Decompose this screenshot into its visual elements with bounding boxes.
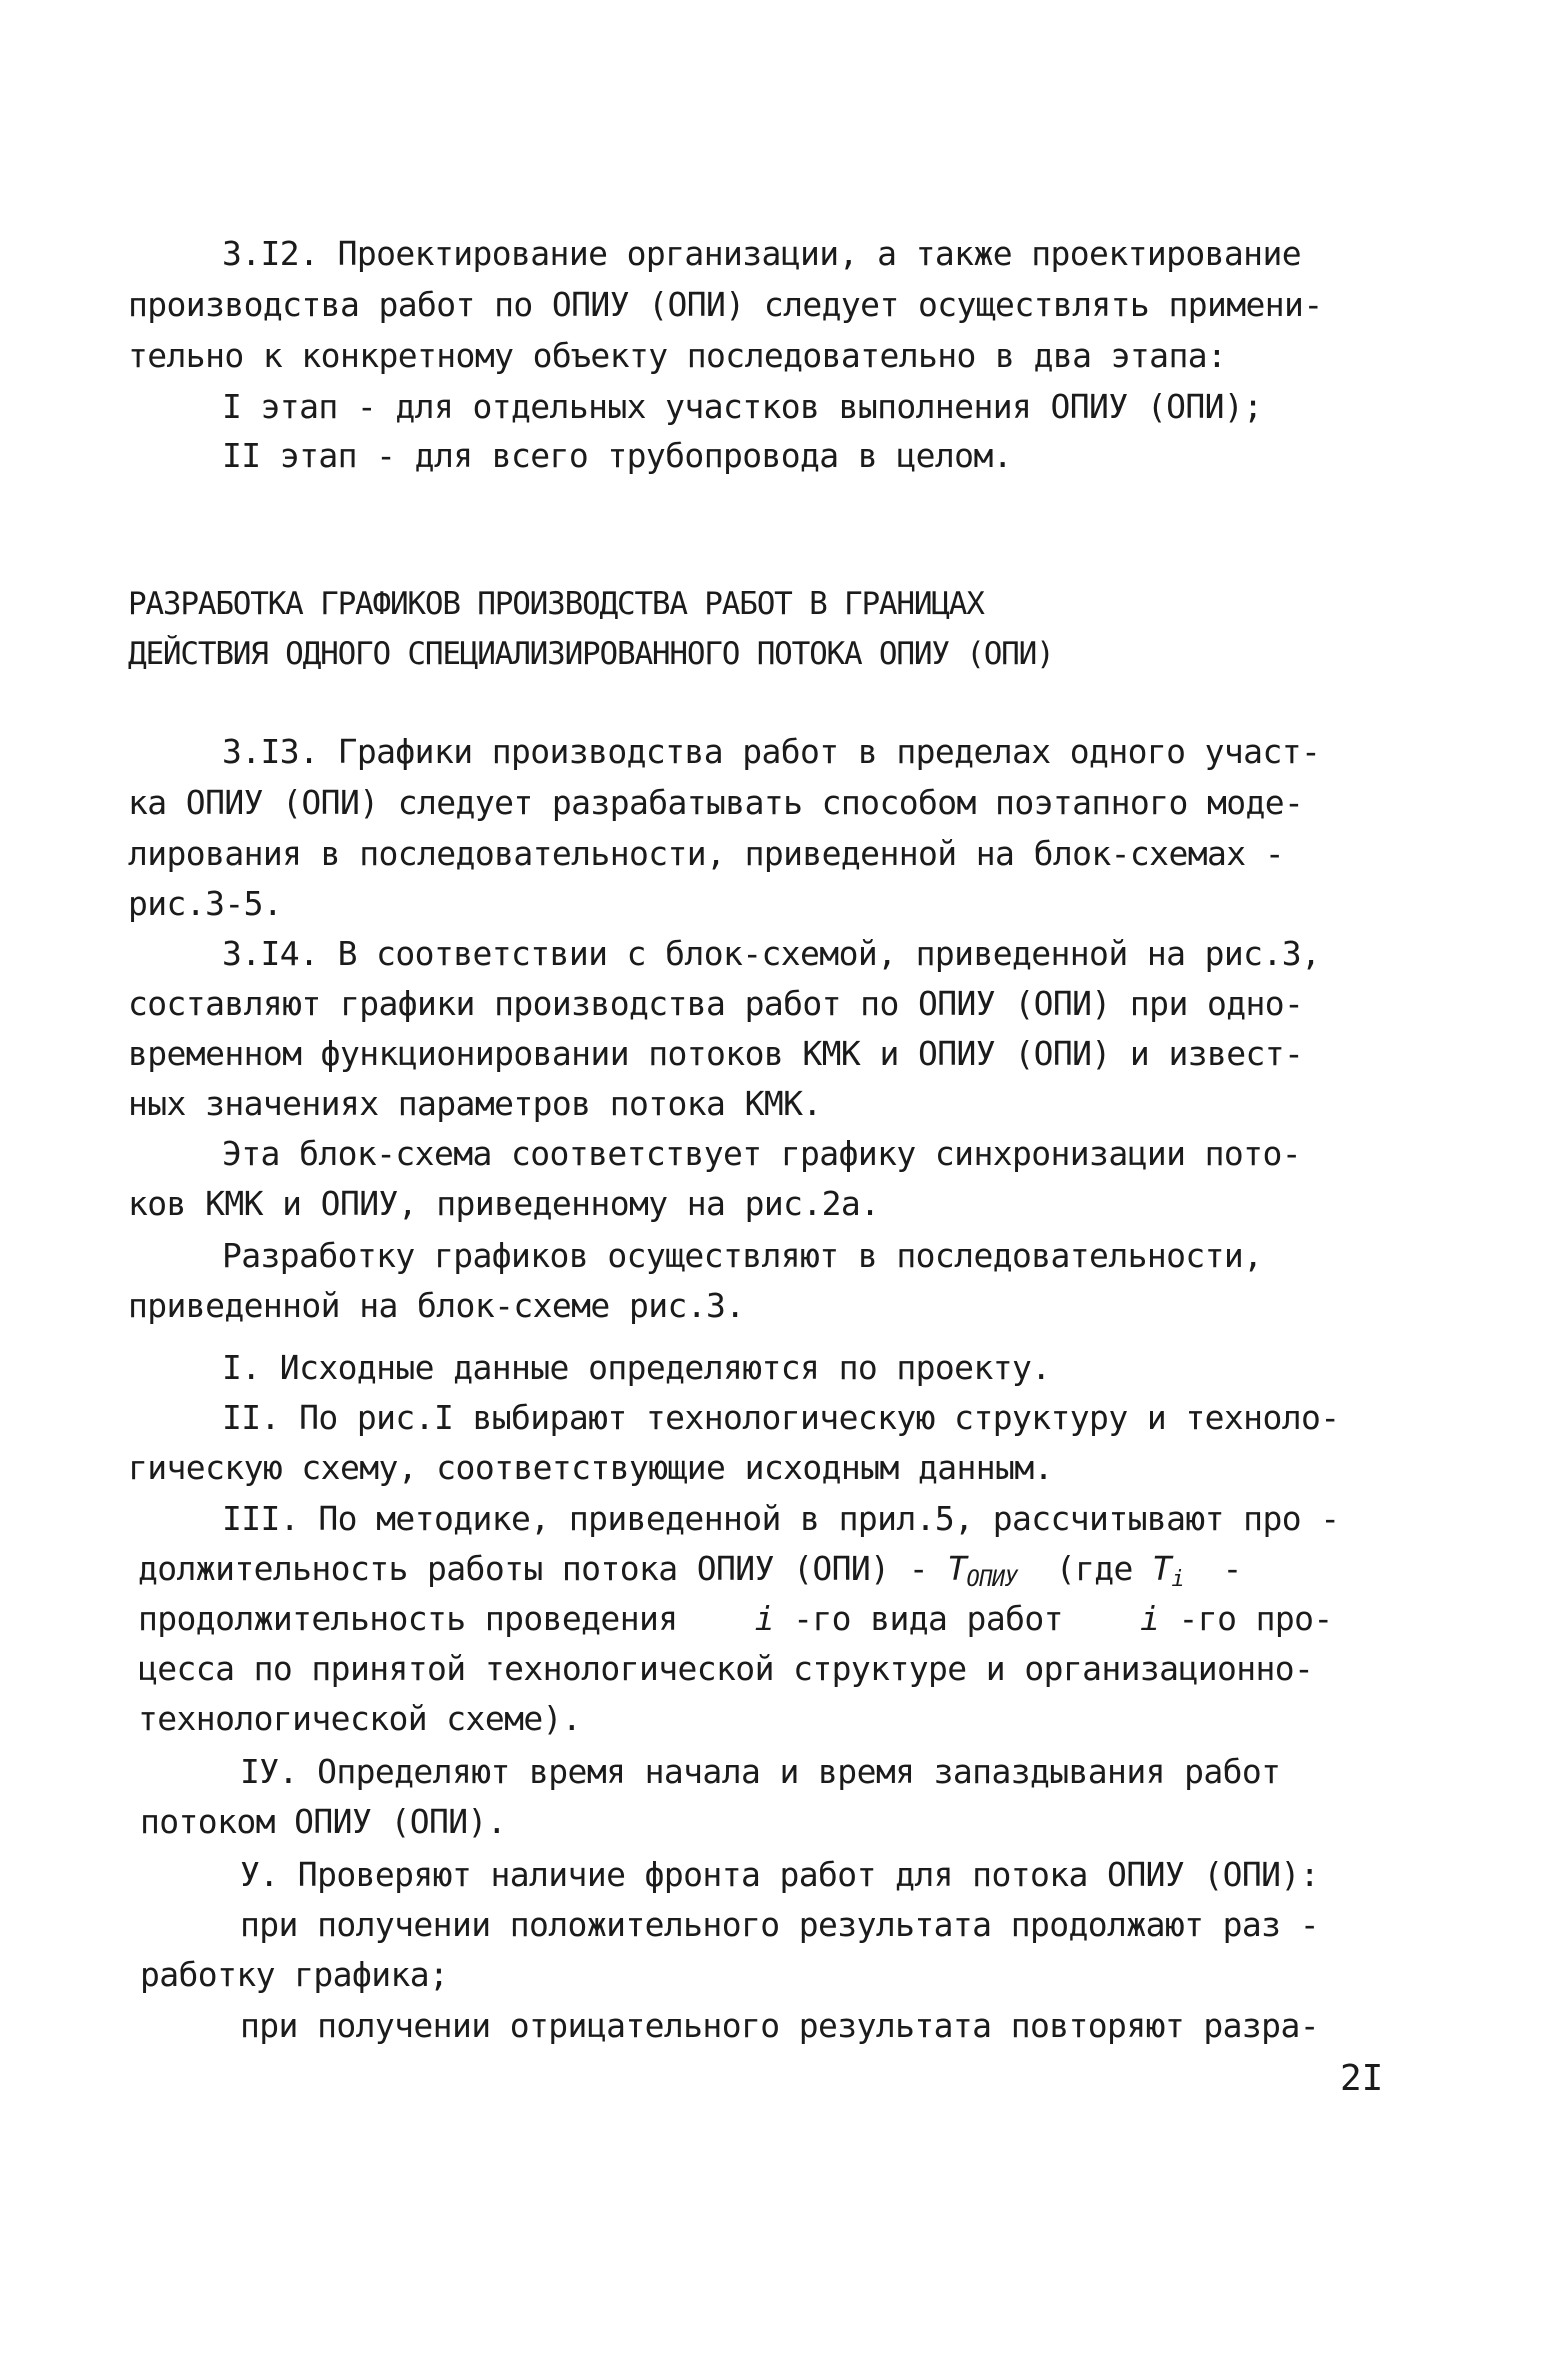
stage-1-line: I этап - для отдельных участков выполнения ОПИУ (ОПИ); bbox=[222, 387, 1263, 426]
i-symbol-2: i bbox=[1139, 1599, 1160, 1638]
paragraph-3-14-line-1: 3.I4. В соответствии с блок-схемой, приведенной на рис.3, bbox=[222, 934, 1321, 973]
paragraph-3-14-line-4: ных значениях параметров потока КМК. bbox=[128, 1084, 822, 1123]
paragraph-block-scheme-line-2: ков КМК и ОПИУ, приведенному на рис.2а. bbox=[128, 1184, 880, 1223]
paragraph-3-13-line-2: ка ОПИУ (ОПИ) следует разрабатывать способом поэтапного моде- bbox=[128, 783, 1304, 822]
paragraph-3-12-line-1: 3.I2. Проектирование организации, а также проектирование bbox=[222, 234, 1301, 273]
paragraph-development-line-2: приведенной на блок-схеме рис.3. bbox=[128, 1286, 745, 1325]
step-5-line-1: У. Проверяют наличие фронта работ для потока ОПИУ (ОПИ): bbox=[240, 1855, 1319, 1894]
step-2-line-2: гическую схему, соответствующие исходным данным. bbox=[128, 1448, 1053, 1487]
step-3-line-2 bbox=[138, 1547, 1242, 1602]
paragraph-3-13-line-1: 3.I3. Графики производства работ в пределах одного участ- bbox=[222, 732, 1321, 771]
step-3-line-2-text: должительность работы потока ОПИУ (ОПИ) - bbox=[138, 1549, 928, 1588]
page-number: 2I bbox=[1340, 2058, 1384, 2099]
step-5-line-4: при получении отрицательного результата повторяют разра- bbox=[240, 2006, 1319, 2045]
section-heading-line-1: РАЗРАБОТКА ГРАФИКОВ ПРОИЗВОДСТВА РАБОТ В ГРАНИЦАХ bbox=[128, 586, 984, 622]
i-suffix-1: -го вида работ bbox=[793, 1599, 1063, 1638]
where-text: (где bbox=[1055, 1549, 1133, 1588]
step-3-line-5: технологической схеме). bbox=[138, 1699, 582, 1738]
dash-text: - bbox=[1222, 1549, 1242, 1588]
step-5-line-2: при получении положительного результата продолжают раз - bbox=[240, 1905, 1319, 1944]
step-3-line-4: цесса по принятой технологической структуре и организационно- bbox=[138, 1649, 1314, 1688]
paragraph-3-14-line-2: составляют графики производства работ по ОПИУ (ОПИ) при одно- bbox=[128, 984, 1304, 1023]
i-suffix-2: -го про- bbox=[1178, 1599, 1333, 1638]
t-opiu-symbol: $T_{ОПИУ}$ bbox=[947, 1549, 1018, 1592]
i-symbol-1: i bbox=[754, 1599, 774, 1638]
step-3-line-3-text: продолжительность проведения bbox=[138, 1599, 678, 1638]
paragraph-3-13-line-4: рис.3-5. bbox=[128, 884, 283, 923]
paragraph-development-line-1: Разработку графиков осуществляют в последовательности, bbox=[222, 1236, 1263, 1275]
step-3-line-3 bbox=[138, 1597, 1333, 1641]
step-2-line-1: II. По рис.I выбирают технологическую структуру и техноло- bbox=[222, 1398, 1340, 1437]
paragraph-3-12-line-2: производства работ по ОПИУ (ОПИ) следует осуществлять примени- bbox=[128, 285, 1323, 324]
paragraph-3-14-line-3: временном функционировании потоков КМК и ОПИУ (ОПИ) и извест- bbox=[128, 1034, 1304, 1073]
step-4-line-1: IУ. Определяют время начала и время запаздывания работ bbox=[240, 1752, 1281, 1791]
step-4-line-2: потоком ОПИУ (ОПИ). bbox=[140, 1802, 507, 1841]
step-1-line: I. Исходные данные определяются по проекту. bbox=[222, 1348, 1051, 1387]
paragraph-3-13-line-3: лирования в последовательности, приведенной на блок-схемах - bbox=[128, 834, 1285, 873]
section-heading-line-2: ДЕЙСТВИЯ ОДНОГО СПЕЦИАЛИЗИРОВАННОГО ПОТОКА ОПИУ (ОПИ) bbox=[128, 636, 1054, 672]
ti-symbol: $T_i$ bbox=[1152, 1549, 1184, 1592]
step-5-line-3: работку графика; bbox=[140, 1955, 449, 1994]
step-3-line-1: III. По методике, приведенной в прил.5, рассчитывают про - bbox=[222, 1499, 1340, 1538]
paragraph-3-12-line-3: тельно к конкретному объекту последовательно в два этапа: bbox=[128, 336, 1227, 375]
stage-2-line: II этап - для всего трубопровода в целом. bbox=[222, 436, 1012, 475]
paragraph-block-scheme-line-1: Эта блок-схема соответствует графику синхронизации пото- bbox=[222, 1134, 1301, 1173]
